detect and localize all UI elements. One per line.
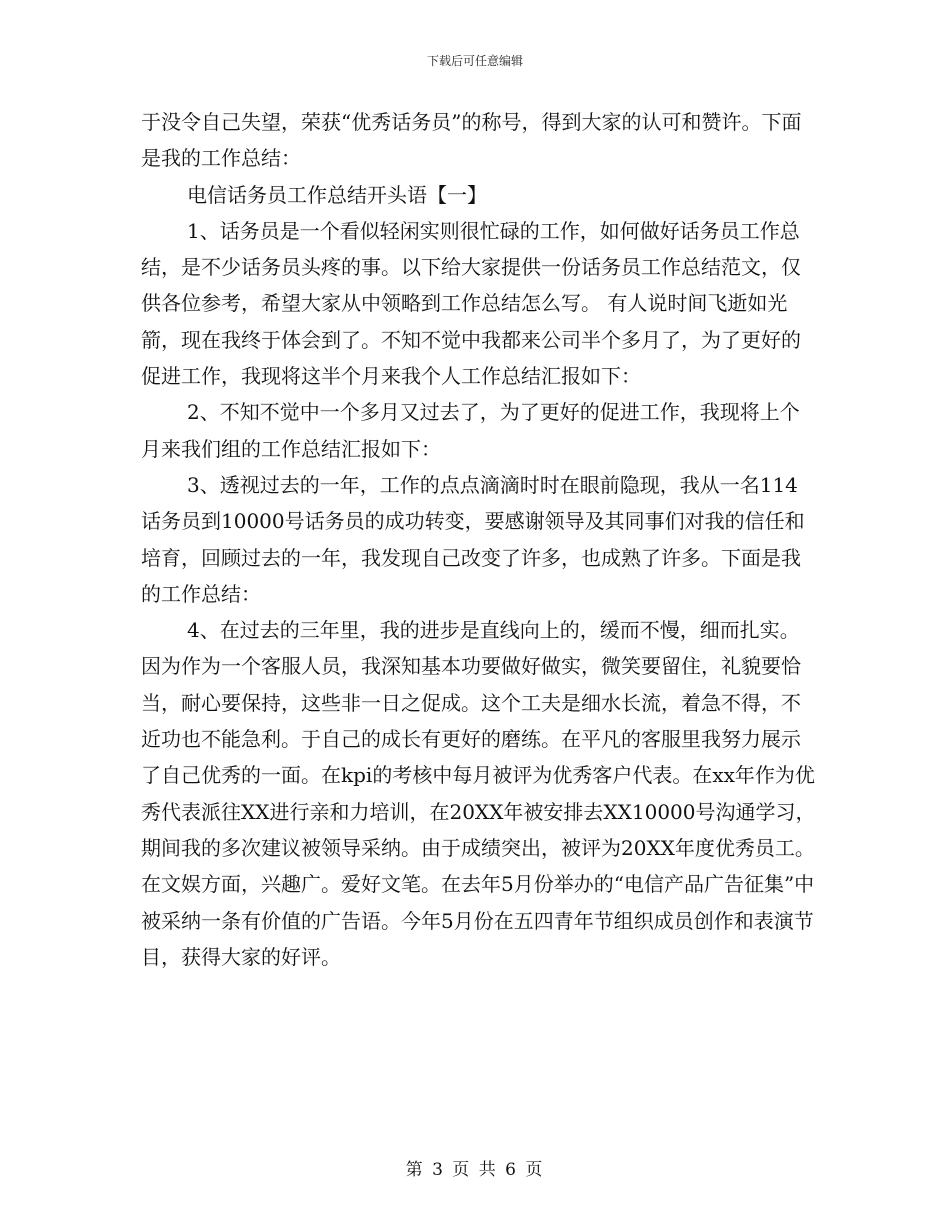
paragraph-4: 4、在过去的三年里，我的进步是直线向上的，缓而不慢，细而扎实。因为作为一个客服人员，我深知基本功要做好做实，微笑要留住，礼貌要恰当，耐心要保持，这些非一日之促成。这个工夫是细水长流，着急不得，不近功也不能急利。于自己的成长有更好的磨练。在平凡的客服里我努力展示了自己优秀的一面。在kpi的考核中每月被评为优秀客户代表。在xx年作为优秀代表派往XX进行亲和力培训，在20XX年被安排去XX10000号沟通学习，期间我的多次建议被领导采纳。由于成绩突出，被评为20XX年度优秀员工。在文娱方面，兴趣广。爱好文笔。在去年5月份举办的“电信产品广告征集”中被采纳一条有价值的广告语。今年5月份在五四青年节组织成员创作和表演节目，获得大家的好评。 — [141, 618, 816, 969]
page-number: 第 3 页 共 6 页 — [405, 1160, 545, 1180]
paragraph-2: 2、不知不觉中一个多月又过去了，为了更好的促进工作，我现将上个月来我们组的工作总结汇报如下： — [141, 400, 800, 461]
document-body — [141, 104, 817, 975]
header-note: 下载后可任意编辑 — [426, 54, 523, 68]
paragraph-3: 3、透视过去的一年，工作的点点滴滴时时在眼前隐现，我从一名114话务员到10000号话务员的成功转变，要感谢领导及其同事们对我的信任和培育，回顾过去的一年，我发现自己改变了许多，也成熟了许多。下面是我的工作总结： — [141, 472, 805, 606]
paragraph-continuation: 于没令自己失望，荣获“优秀话务员”的称号，得到大家的认可和赞许。下面是我的工作总结： — [141, 110, 802, 171]
paragraph-1: 1、话务员是一个看似轻闲实则很忙碌的工作，如何做好话务员工作总结，是不少话务员头疼的事。以下给大家提供一份话务员工作总结范文，仅供各位参考，希望大家从中领略到工作总结怎么写。 有人说时间飞逝如光箭，现在我终于体会到了。不知不觉中我都来公司半个多月了，为了更好的促进工作，我现将这半个月来我个人工作总结汇报如下： — [141, 218, 801, 389]
section-heading: 电信话务员工作总结开头语【一】 — [187, 182, 487, 207]
